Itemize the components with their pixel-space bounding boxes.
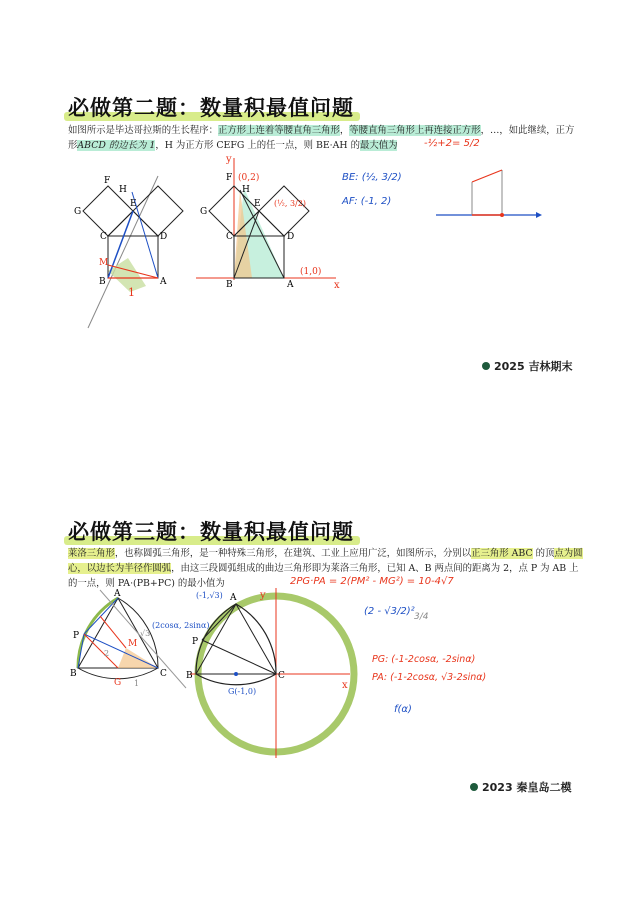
section1-problem	[68, 123, 583, 153]
section2-source	[470, 779, 571, 795]
note-pa: PA: (-1-2cosα, √3-2sinα)	[372, 672, 487, 683]
label-h: H	[242, 185, 250, 195]
label-x: x	[342, 680, 348, 691]
label-a: A	[114, 589, 121, 599]
label-h: H	[119, 185, 127, 195]
section2-figure1	[70, 590, 190, 700]
auxiliary-line	[100, 590, 186, 688]
label-f: F	[104, 176, 111, 186]
label-one: 1	[128, 286, 135, 299]
section1-sketch	[436, 168, 546, 228]
label-a: A	[287, 280, 294, 290]
line-pc	[202, 640, 276, 674]
label-g: G	[114, 678, 122, 688]
problem-text: ，H 为正方形 CEFG 上的任一点，则 BE·AH 的	[155, 140, 360, 151]
label-c: C	[226, 232, 233, 242]
auxiliary-line	[88, 176, 158, 328]
source-text: 2023 秦皇岛二模	[482, 781, 572, 794]
square-right	[259, 186, 309, 236]
highlight-text: 等腰直角三角形上再连接正方形	[349, 125, 481, 136]
line-pg	[84, 634, 118, 668]
problem-text: ，由这三段圆弧组成的曲边三角形即为莱洛三角形，已知 A、B 两点间的距离为 2，	[171, 563, 519, 574]
section1-figure2	[196, 150, 346, 290]
label-b: B	[186, 671, 193, 681]
label-a: A	[160, 277, 167, 287]
label-b: B	[99, 277, 106, 287]
highlight-text: 点为圆心，以边长为半径作圆弧	[68, 548, 583, 574]
label-c: C	[100, 232, 107, 242]
section1-title-text: 必做第二题：数量积最值问题	[68, 96, 354, 120]
section1-source	[482, 358, 572, 374]
bullet-icon	[482, 362, 490, 370]
label-b: B	[226, 280, 233, 290]
label-d: D	[160, 232, 168, 242]
label-c: C	[278, 671, 285, 681]
problem-text: ，也称圆弧三角形，是一种特殊三角形，在建筑、工业上应用广泛，如图所示，分别以	[114, 548, 472, 559]
bullet-icon	[470, 783, 478, 791]
coord-a: (-1,√3)	[196, 591, 223, 600]
section1-title	[68, 92, 354, 122]
triangle	[108, 211, 158, 236]
label-p: P	[73, 631, 80, 641]
section2-answer: 2PG·PA = 2(PM² - MG²) = 10-4√7	[290, 576, 454, 587]
label-f: F	[226, 173, 233, 183]
section2-title-text: 必做第三题：数量积最值问题	[68, 520, 354, 544]
problem-text: ，…，如此继续，正方形	[68, 125, 575, 151]
label-g: G	[74, 207, 82, 217]
section1-answer: -½+2= 5/2	[424, 138, 480, 149]
note-expression: (2 - √3/2)²	[364, 606, 415, 617]
label-g: G	[200, 207, 208, 217]
note-pg: PG: (-1-2cosα, -2sinα)	[372, 654, 476, 665]
label-one: 1	[134, 679, 140, 688]
problem-text: ，	[339, 125, 350, 136]
note-f: f(α)	[394, 704, 412, 715]
label-e: E	[130, 199, 137, 209]
coord-p: (2cosα, 2sinα)	[152, 621, 210, 630]
highlight-text: ABCD 的边长为 1	[77, 140, 156, 151]
sketch-red	[472, 170, 502, 182]
label-y: y	[260, 590, 266, 601]
coord-f: (0,2)	[238, 173, 260, 183]
label-x: x	[334, 280, 340, 291]
label-b: B	[70, 669, 77, 679]
coord-a: (1,0)	[300, 267, 322, 277]
note-fraction: 3/4	[414, 612, 429, 622]
coord-g: G(-1,0)	[228, 687, 257, 696]
note-af: AF: (-1, 2)	[342, 196, 392, 207]
problem-text: 的顶	[532, 548, 555, 559]
arrow-icon	[536, 212, 542, 218]
label-c: C	[160, 669, 167, 679]
square-right	[133, 186, 183, 236]
sketch-dot	[500, 213, 504, 217]
point-g	[234, 672, 238, 676]
highlight-text: 最大值为	[359, 140, 398, 151]
label-a: A	[230, 593, 237, 603]
highlight-text: 正方形上连着等腰直角三角形	[218, 125, 340, 136]
problem-text: 如图所示是毕达哥拉斯的生长程序：	[68, 125, 219, 136]
label-m: M	[128, 639, 138, 649]
highlight-text: 莱洛三角形	[68, 548, 115, 559]
label-m: M	[99, 258, 109, 268]
note-be: BE: (½, 3/2)	[342, 172, 402, 183]
label-p: P	[192, 637, 199, 647]
section2-title	[68, 516, 354, 546]
section2-figure2	[152, 588, 360, 758]
coord-e: (½, 3/2)	[274, 199, 306, 208]
label-d: D	[287, 232, 295, 242]
label-e: E	[254, 199, 261, 209]
label-y: y	[226, 154, 232, 165]
source-text: 2025 吉林期末	[494, 360, 573, 373]
problem-text: 点 P 为 AB 上的一点，则 PA·(PB+PC) 的最小值为	[68, 563, 579, 589]
highlight-text: 正三角形 ABC	[471, 548, 533, 559]
label-two: 2	[104, 649, 110, 658]
label-sqrt3: √3	[140, 629, 151, 638]
